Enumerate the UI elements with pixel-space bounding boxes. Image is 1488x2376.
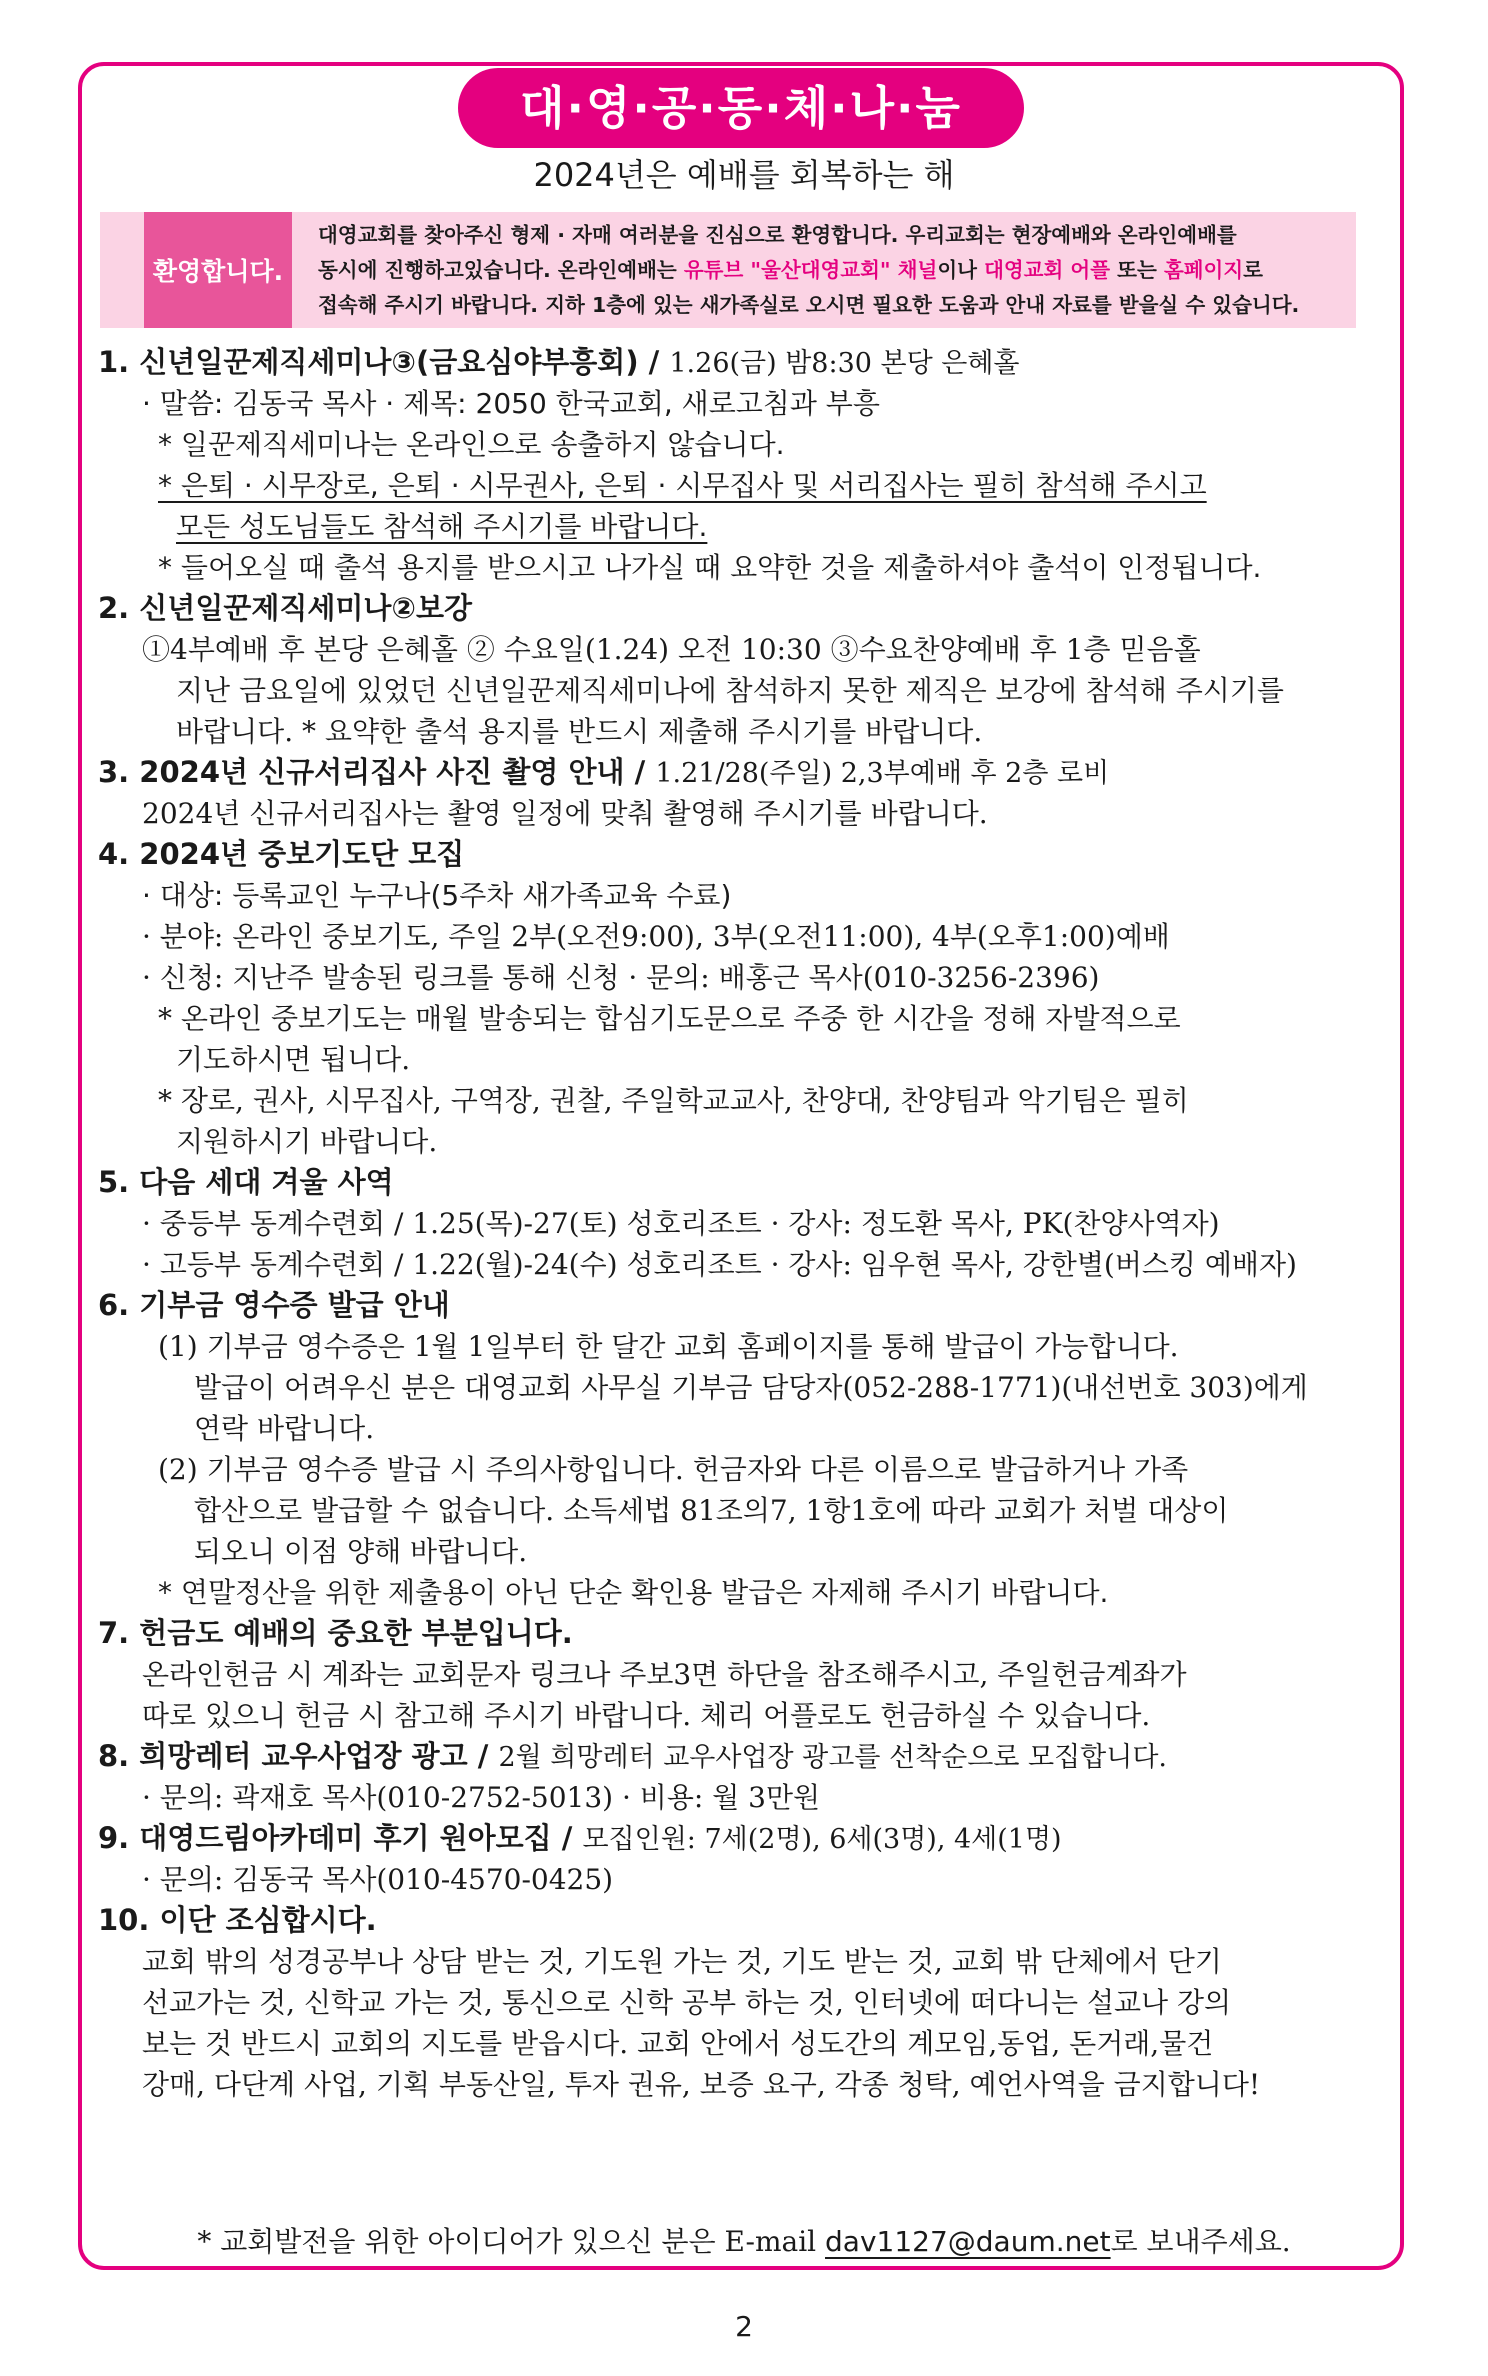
item-line: · 문의: 김동국 목사(010-4570-0425) xyxy=(142,1863,614,1896)
welcome-line xyxy=(318,253,1348,288)
announcement-list xyxy=(98,342,1378,2105)
item-line: 선교가는 것, 신학교 가는 것, 통신으로 신학 공부 하는 것, 인터넷에 떠다니는 설교나 강의 xyxy=(142,1986,1232,2019)
item-line: (2) 기부금 영수증 발급 시 주의사항입니다. 헌금자와 다른 이름으로 발급하거나 가족 xyxy=(158,1453,1189,1486)
item-line: 연락 바랍니다. xyxy=(194,1412,375,1445)
item-line: 온라인헌금 시 계좌는 교회문자 링크나 주보3면 하단을 참조해주시고, 주일헌금계좌가 xyxy=(142,1658,1187,1691)
item-line: · 고등부 동계수련회 / 1.22(월)-24(수) 성호리조트 · 강사: 임우현 목사, 강한별(버스킹 예배자) xyxy=(142,1248,1297,1281)
page-number: 2 xyxy=(735,2310,753,2343)
item-line: 강매, 다단계 사업, 기획 부동산일, 투자 권유, 보증 요구, 각종 청탁, 예언사역을 금지합니다! xyxy=(142,2068,1261,2101)
item-line: 모든 성도님들도 참석해 주시기를 바랍니다. xyxy=(176,510,708,543)
page-title: 대·영·공·동·체·나·눔 xyxy=(458,68,1024,148)
page-subtitle: 2024년은 예배를 회복하는 해 xyxy=(533,156,955,194)
item-line: 지난 금요일에 있었던 신년일꾼제직세미나에 참석하지 못한 제직은 보강에 참석해 주시기를 xyxy=(176,674,1284,707)
item-line: * 연말정산을 위한 제출용이 아닌 단순 확인용 발급은 자제해 주시기 바랍니다. xyxy=(158,1576,1109,1609)
item-line: 보는 것 반드시 교회의 지도를 받읍시다. 교회 안에서 성도간의 계모임,동업, 돈거래,물건 xyxy=(142,2027,1214,2060)
item-line: * 장로, 권사, 시무집사, 구역장, 권찰, 주일학교교사, 찬양대, 찬양팀과 악기팀은 필히 xyxy=(158,1084,1189,1117)
item-line: 지원하시기 바랍니다. xyxy=(176,1125,438,1158)
item-line: * 은퇴 · 시무장로, 은퇴 · 시무권사, 은퇴 · 시무집사 및 서리집사는 필히 참석해 주시고 xyxy=(158,469,1207,502)
item-heading: 7. 헌금도 예배의 중요한 부분입니다. xyxy=(98,1616,573,1650)
item-heading: 4. 2024년 중보기도단 모집 xyxy=(98,837,465,871)
email-link[interactable]: dav1127@daum.net xyxy=(825,2225,1111,2258)
item-heading: 1. 신년일꾼제직세미나③(금요심야부흥회) / 1.26(금) 밤8:30 본당 은혜홀 xyxy=(98,345,1020,379)
item-line: · 분야: 온라인 중보기도, 주일 2부(오전9:00), 3부(오전11:00), 4부(오후1:00)예배 xyxy=(142,920,1170,953)
item-line: 합산으로 발급할 수 없습니다. 소득세법 81조의7, 1항1호에 따라 교회가 처벌 대상이 xyxy=(194,1494,1229,1527)
footer-text: 로 보내주세요. xyxy=(1110,2225,1291,2258)
welcome-tag: 환영합니다. xyxy=(144,212,292,328)
item-line: * 일꾼제직세미나는 온라인으로 송출하지 않습니다. xyxy=(158,428,785,461)
youtube-link[interactable]: 유튜브 "울산대영교회" 채널 xyxy=(683,258,938,282)
item-line: 따로 있으니 헌금 시 참고해 주시기 바랍니다. 체리 어플로도 헌금하실 수 있습니다. xyxy=(142,1699,1151,1732)
item-line: * 들어오실 때 출석 용지를 받으시고 나가실 때 요약한 것을 제출하셔야 출석이 인정됩니다. xyxy=(158,551,1262,584)
welcome-text-part: 이나 xyxy=(937,258,985,282)
item-heading: 2. 신년일꾼제직세미나②보강 xyxy=(98,591,472,625)
item-heading: 3. 2024년 신규서리집사 사진 촬영 안내 / 1.21/28(주일) 2,3부예배 후 2층 로비 xyxy=(98,755,1110,789)
item-line: · 대상: 등록교인 누구나(5주차 새가족교육 수료) xyxy=(142,879,732,912)
welcome-line: 접속해 주시기 바랍니다. 지하 1층에 있는 새가족실로 오시면 필요한 도움과 안내 자료를 받을실 수 있습니다. xyxy=(318,293,1300,317)
item-line: 기도하시면 됩니다. xyxy=(176,1043,411,1076)
item-heading: 6. 기부금 영수증 발급 안내 xyxy=(98,1288,450,1322)
item-line: · 문의: 곽재호 목사(010-2752-5013) · 비용: 월 3만원 xyxy=(142,1781,821,1814)
item-line: 바랍니다. * 요약한 출석 용지를 반드시 제출해 주시기를 바랍니다. xyxy=(176,715,983,748)
item-line: 되오니 이점 양해 바랍니다. xyxy=(194,1535,528,1568)
item-line: · 말씀: 김동국 목사 · 제목: 2050 한국교회, 새로고침과 부흥 xyxy=(142,387,880,420)
item-heading: 9. 대영드림아카데미 후기 원아모집 / 모집인원: 7세(2명), 6세(3명), 4세(1명) xyxy=(98,1821,1062,1855)
welcome-text xyxy=(318,218,1348,323)
item-line: 교회 밖의 성경공부나 상담 받는 것, 기도원 가는 것, 기도 받는 것, 교회 밖 단체에서 단기 xyxy=(142,1945,1222,1978)
item-line: · 중등부 동계수련회 / 1.25(목)-27(토) 성호리조트 · 강사: 정도환 목사, PK(찬양사역자) xyxy=(142,1207,1220,1240)
footer-note xyxy=(0,2220,1488,2260)
item-heading: 5. 다음 세대 겨울 사역 xyxy=(98,1165,394,1199)
item-heading: 8. 희망레터 교우사업장 광고 / 2월 희망레터 교우사업장 광고를 선착순으로 모집합니다. xyxy=(98,1739,1167,1773)
item-line: · 신청: 지난주 발송된 링크를 통해 신청 · 문의: 배홍근 목사(010-3256-2396) xyxy=(142,961,1100,994)
item-line: 발급이 어려우신 분은 대영교회 사무실 기부금 담당자(052-288-1771)(내선번호 303)에게 xyxy=(194,1371,1308,1404)
welcome-text-part: 로 xyxy=(1243,258,1263,282)
welcome-text-part: 또는 xyxy=(1110,258,1164,282)
homepage-link[interactable]: 홈페이지 xyxy=(1163,258,1244,282)
welcome-line: 대영교회를 찾아주신 형제 · 자매 여러분을 진심으로 환영합니다. 우리교회는 현장예배와 온라인예배를 xyxy=(318,223,1237,247)
footer-text: * 교회발전을 위한 아이디어가 있으신 분은 E-mail xyxy=(197,2225,826,2258)
item-line: ①4부예배 후 본당 은혜홀 ② 수요일(1.24) 오전 10:30 ③수요찬양예배 후 1층 믿음홀 xyxy=(142,633,1201,666)
item-line: * 온라인 중보기도는 매월 발송되는 합심기도문으로 주중 한 시간을 정해 자발적으로 xyxy=(158,1002,1181,1035)
welcome-text-part: 동시에 진행하고있습니다. 온라인예배는 xyxy=(318,258,684,282)
item-line: 2024년 신규서리집사는 촬영 일정에 맞춰 촬영해 주시기를 바랍니다. xyxy=(142,797,988,830)
item-heading: 10. 이단 조심합시다. xyxy=(98,1903,377,1937)
app-link[interactable]: 대영교회 어플 xyxy=(984,258,1111,282)
welcome-box xyxy=(100,212,1356,328)
item-line: (1) 기부금 영수증은 1월 1일부터 한 달간 교회 홈페이지를 통해 발급이 가능합니다. xyxy=(158,1330,1179,1363)
